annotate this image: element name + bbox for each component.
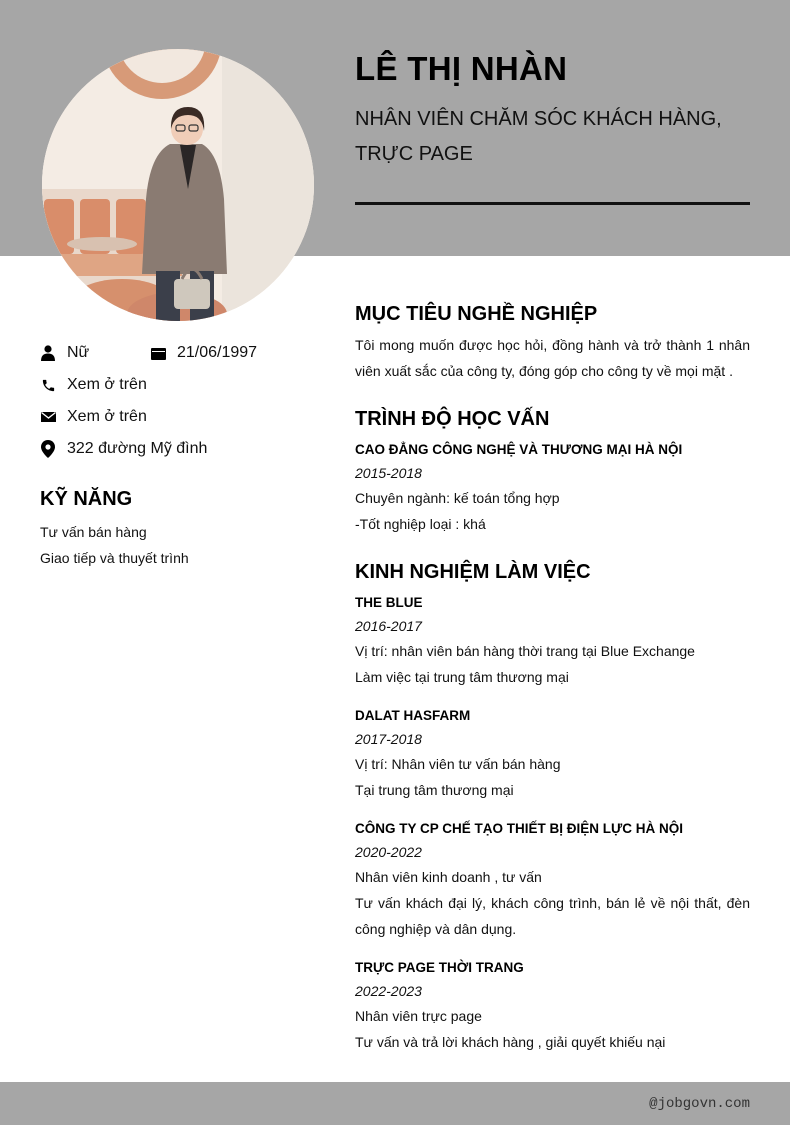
contact-phone: [40, 374, 147, 396]
birthday-value: 21/06/1997: [177, 344, 258, 361]
phone-value: Xem ở trên: [67, 376, 147, 393]
objective-heading: MỤC TIÊU NGHỀ NGHIỆP: [355, 303, 598, 325]
job-period: 2022-2023: [355, 983, 422, 999]
candidate-name: LÊ THỊ NHÀN: [355, 50, 568, 87]
education-major: Chuyên ngành: kế toán tổng hợp: [355, 490, 560, 506]
map-pin-icon: [40, 441, 56, 457]
email-value: Xem ở trên: [67, 408, 147, 425]
job-period: 2016-2017: [355, 618, 422, 634]
profile-photo-illustration: [42, 49, 314, 321]
job-detail: Vị trí: Nhân viên tư vấn bán hàng: [355, 756, 561, 772]
address-value: 322 đường Mỹ đình: [67, 440, 208, 457]
job-detail: Nhân viên kinh doanh , tư vấn: [355, 869, 542, 885]
job-detail: Tư vấn khách đại lý, khách công trình, bán lẻ về nội thất, đèn công nghiệp và dân dụng.: [355, 895, 750, 937]
contact-email: [40, 406, 147, 428]
job-company: DALAT HASFARM: [355, 708, 471, 723]
job-company: CÔNG TY CP CHẾ TẠO THIẾT BỊ ĐIỆN LỰC HÀ NỘI: [355, 821, 683, 836]
mail-icon: [40, 409, 56, 425]
education-grade: -Tốt nghiệp loại : khá: [355, 516, 486, 532]
skills-heading: KỸ NĂNG: [40, 488, 133, 510]
job-company: THE BLUE: [355, 595, 423, 610]
job-detail: Tư vấn và trả lời khách hàng , giải quyết khiếu nại: [355, 1034, 666, 1050]
job-period: 2020-2022: [355, 844, 422, 860]
footer-brand: @jobgovn.com: [649, 1096, 750, 1112]
job-period: 2017-2018: [355, 731, 422, 747]
job-company: TRỰC PAGE THỜI TRANG: [355, 960, 524, 975]
gender-value: Nữ: [67, 344, 90, 361]
education-school: CAO ĐẲNG CÔNG NGHỆ VÀ THƯƠNG MẠI HÀ NỘI: [355, 442, 683, 457]
contact-gender: [40, 342, 89, 364]
job-detail: Tại trung tâm thương mại: [355, 782, 514, 798]
education-heading: TRÌNH ĐỘ HỌC VẤN: [355, 408, 550, 430]
title-divider: [355, 202, 750, 205]
job-detail: Vị trí: nhân viên bán hàng thời trang tại Blue Exchange: [355, 643, 695, 659]
experience-heading: KINH NGHIỆM LÀM VIỆC: [355, 561, 591, 583]
education-period: 2015-2018: [355, 465, 422, 481]
contact-address: [40, 438, 207, 460]
calendar-icon: [150, 345, 166, 361]
objective-text: Tôi mong muốn được học hỏi, đồng hành và trở thành 1 nhân viên xuất sắc của công ty, đóng góp cho công ty về mọi mặt .: [355, 337, 750, 379]
skill-item: Tư vấn bán hàng: [40, 524, 147, 540]
job-detail: Làm việc tại trung tâm thương mại: [355, 669, 569, 685]
contact-birthday: [150, 342, 257, 364]
phone-icon: [40, 377, 56, 393]
profile-photo: [42, 49, 314, 321]
person-icon: [40, 345, 56, 361]
job-detail: Nhân viên trực page: [355, 1008, 482, 1024]
skill-item: Giao tiếp và thuyết trình: [40, 550, 189, 566]
candidate-job-title: NHÂN VIÊN CHĂM SÓC KHÁCH HÀNG, TRỰC PAGE: [355, 108, 722, 165]
skills-list: [40, 519, 189, 571]
